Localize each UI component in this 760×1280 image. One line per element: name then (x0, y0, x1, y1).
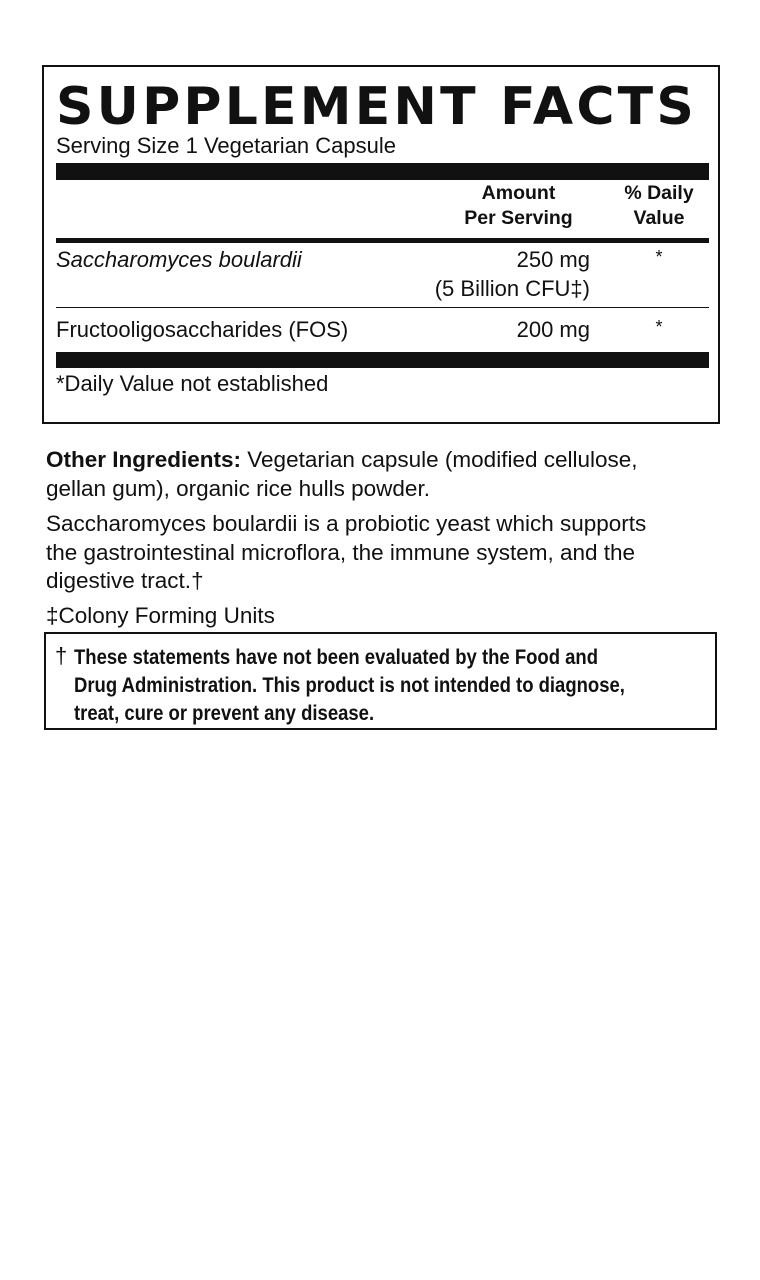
thick-divider (56, 163, 709, 180)
serving-size: Serving Size 1 Vegetarian Capsule (56, 133, 396, 158)
ingredient-name: Saccharomyces boulardii (56, 247, 302, 272)
thin-divider (56, 307, 709, 308)
daily-value-header (609, 181, 709, 231)
disclaimer-line: These statements have not been evaluated by the Food and (74, 645, 599, 669)
ingredient-name: Fructooligosaccharides (FOS) (56, 317, 349, 342)
medium-divider (56, 238, 709, 243)
other-ingredients-text-2: gellan gum), organic rice hulls powder. (46, 475, 430, 501)
ingredient-dv: * (655, 247, 663, 267)
dagger-symbol: † (55, 643, 68, 668)
disclaimer-line: treat, cure or prevent any disease. (74, 701, 375, 725)
disclaimer-line: Drug Administration. This product is not intended to diagnose, (74, 673, 625, 697)
other-ingredients (46, 446, 718, 503)
dv-header-line2: Value (633, 207, 685, 229)
fda-disclaimer-box (44, 632, 717, 730)
cfu-note: ‡Colony Forming Units (46, 603, 275, 628)
thick-divider (56, 352, 709, 368)
other-ingredients-label: Other Ingredients: (46, 447, 242, 472)
description-line: the gastrointestinal microflora, the immune system, and the (46, 539, 636, 565)
ingredient-amount-sub: (5 Billion CFU‡) (434, 276, 590, 301)
panel-title: SUPPLEMENT FACTS (56, 77, 697, 137)
description-line: digestive tract.† (46, 568, 204, 593)
dv-header-line1: % Daily (624, 182, 694, 204)
ingredient-dv: * (655, 317, 663, 337)
dv-footnote: *Daily Value not established (56, 371, 329, 396)
supplement-facts-panel (42, 65, 720, 424)
product-description (46, 510, 718, 596)
amount-header (436, 181, 601, 231)
fda-disclaimer-text (74, 643, 714, 727)
ingredient-amount: 250 mg (516, 247, 590, 272)
ingredient-amount: 200 mg (516, 317, 590, 342)
other-ingredients-text: Vegetarian capsule (modified cellulose, (241, 447, 638, 472)
amount-header-line2: Per Serving (464, 207, 573, 229)
description-line: Saccharomyces boulardii is a probiotic yeast which supports (46, 511, 647, 536)
amount-header-line1: Amount (481, 182, 556, 204)
